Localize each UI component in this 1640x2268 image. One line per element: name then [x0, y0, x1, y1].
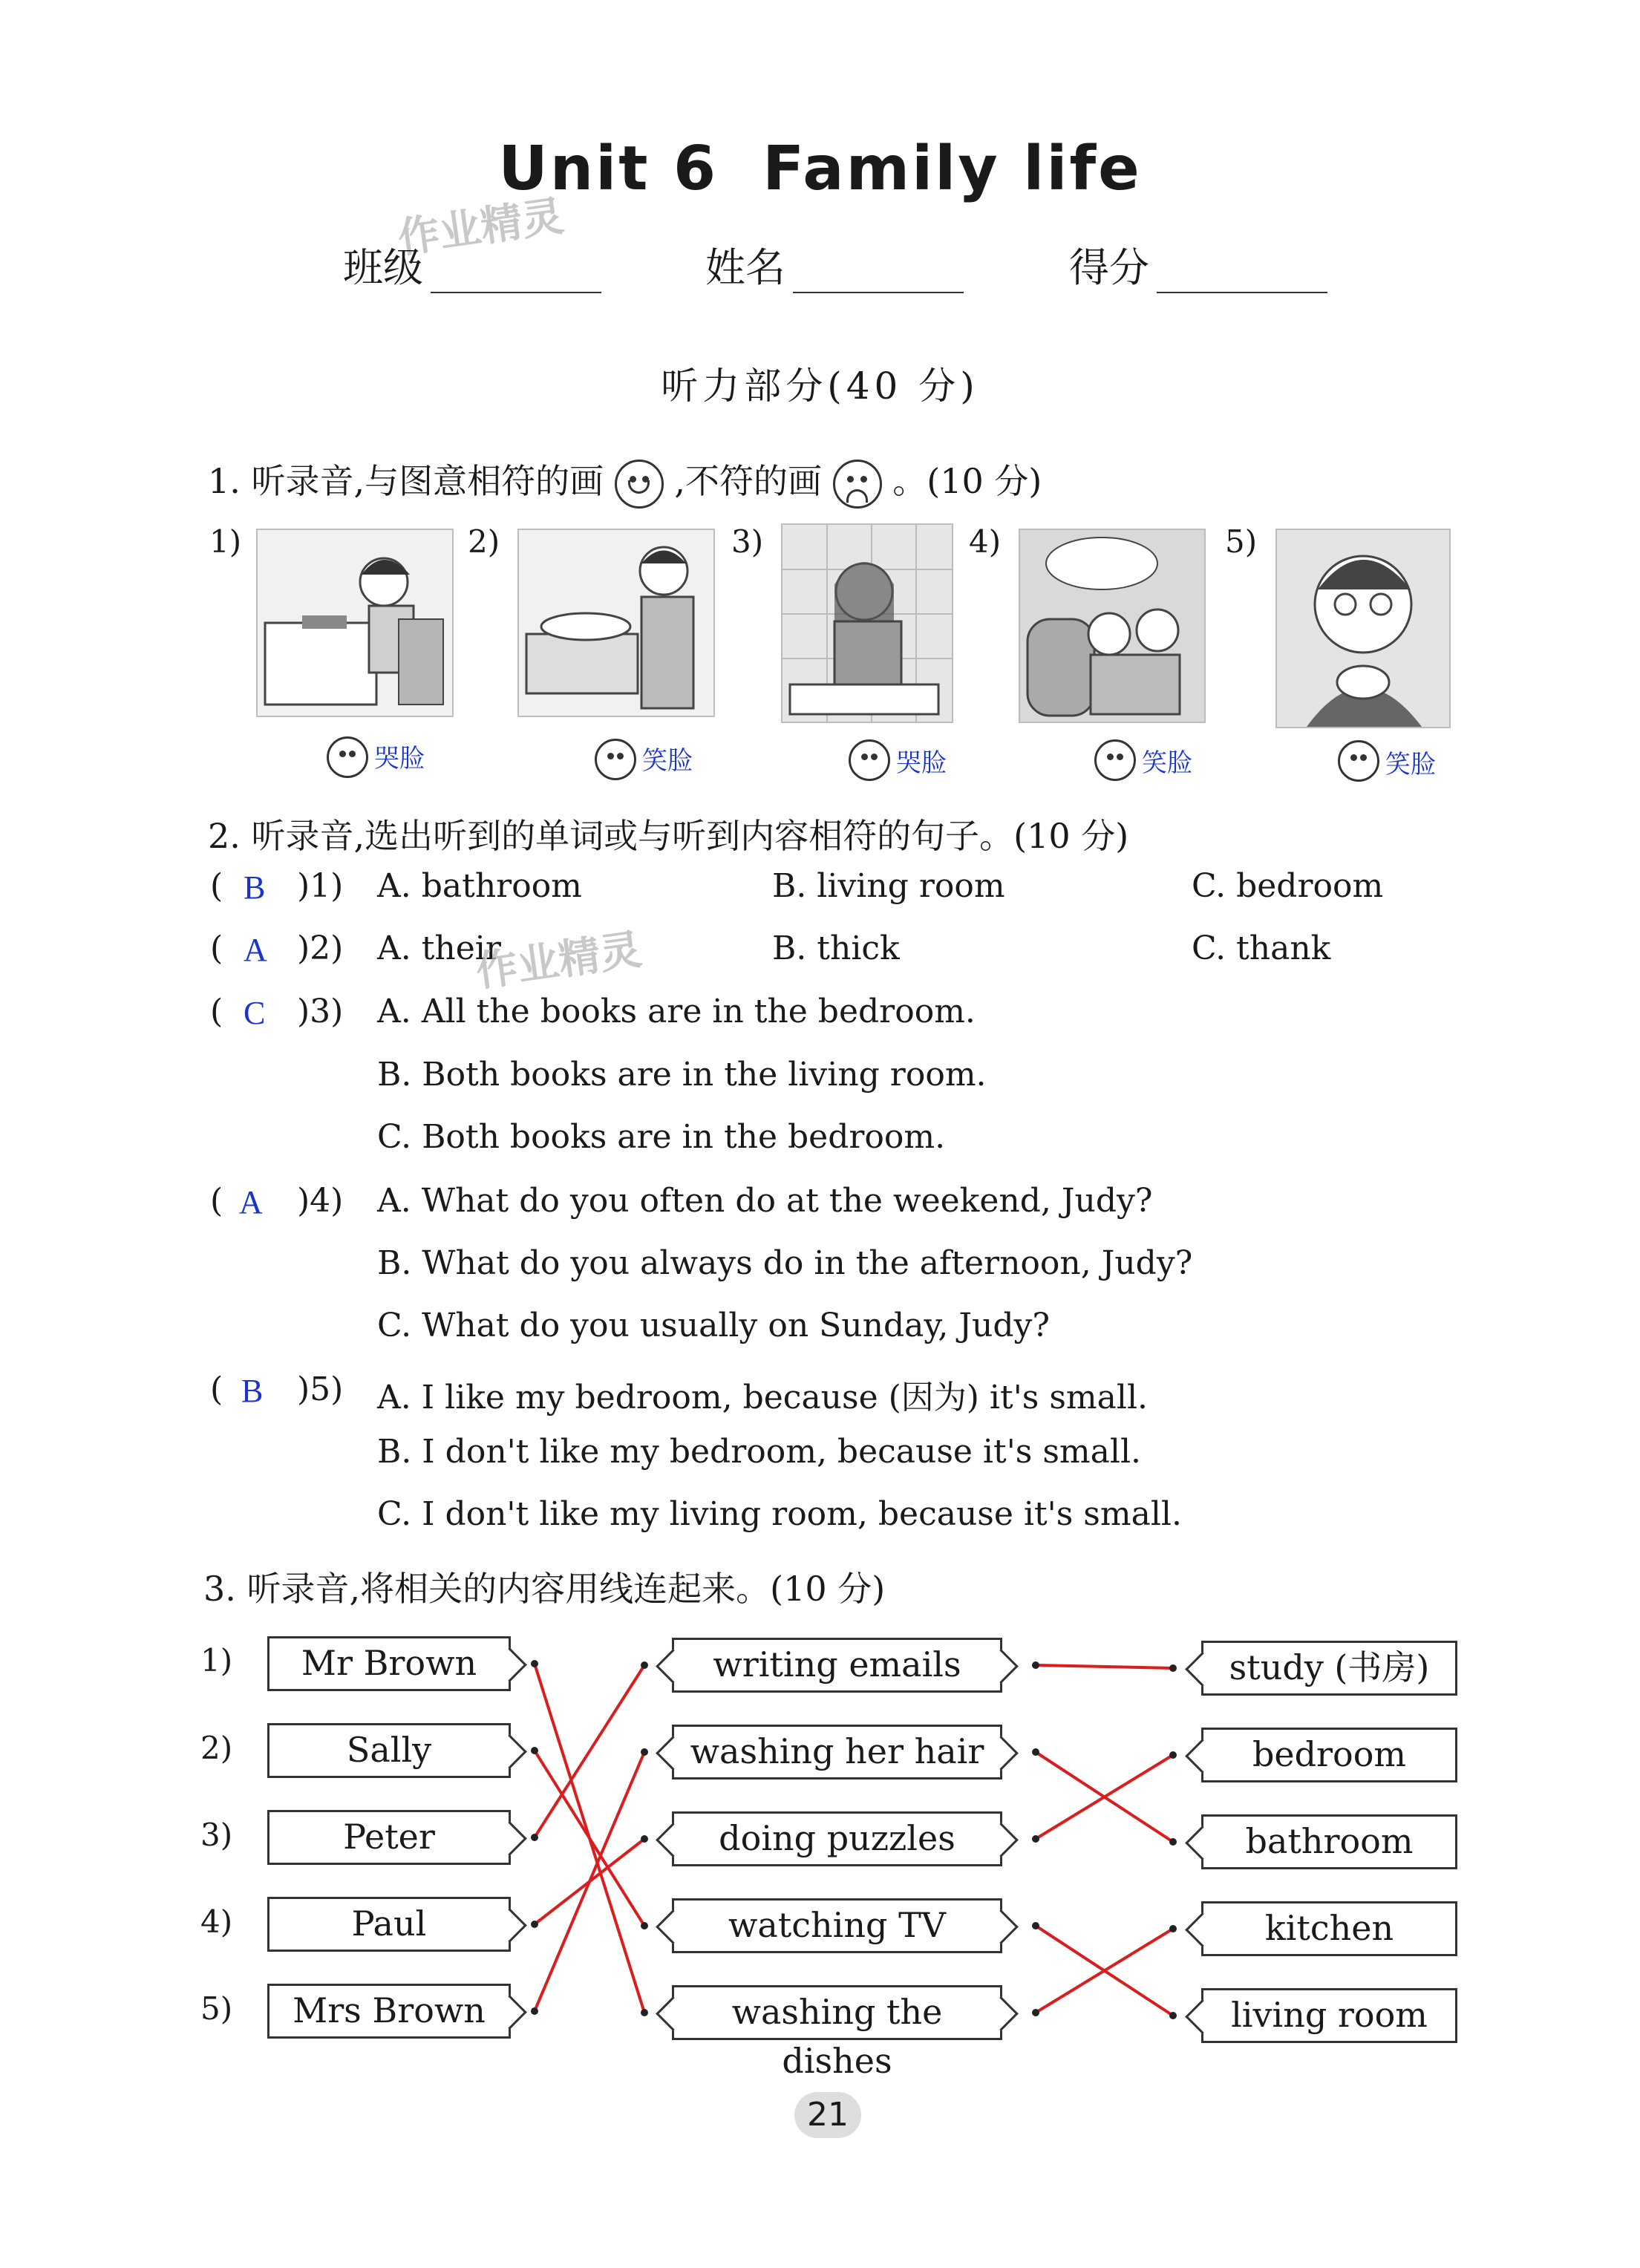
- q2-option-2a: A. their: [377, 929, 501, 967]
- section-title: 听力部分(40 分): [661, 365, 979, 408]
- q2-option-3a: A. All the books are in the bedroom.: [377, 993, 976, 1030]
- q2-answer-5[interactable]: B: [241, 1373, 264, 1409]
- person-box-paul[interactable]: Paul: [267, 1897, 511, 1952]
- unit-name: Family life: [762, 134, 1142, 204]
- activity-box-washing-dishes[interactable]: washing the dishes: [672, 1985, 1002, 2040]
- q2-option-3c: C. Both books are in the bedroom.: [377, 1118, 946, 1156]
- q2-answer-2[interactable]: A: [244, 932, 267, 968]
- room-box-bedroom[interactable]: bedroom: [1201, 1728, 1457, 1782]
- answer-label-4: 笑脸: [1142, 748, 1192, 778]
- answer-label-2: 笑脸: [642, 746, 693, 776]
- q1-prompt: 1. 听录音,与图意相符的画 ,不符的画 。(10 分): [208, 454, 1042, 503]
- q2-option-1b: B. living room: [772, 867, 1005, 905]
- person-box-mr-brown[interactable]: Mr Brown: [267, 1636, 511, 1691]
- q2-answer-3[interactable]: C: [244, 995, 266, 1031]
- watermark: 作业精灵: [395, 192, 567, 264]
- match-line-writing-emails-study: [1036, 1665, 1173, 1668]
- q2-option-4c: C. What do you usually on Sunday, Judy?: [377, 1307, 1050, 1344]
- q3-num-1: 1): [200, 1642, 233, 1679]
- room-box-living-room[interactable]: living room: [1201, 1988, 1457, 2043]
- answer-label-1: 哭脸: [374, 744, 425, 774]
- name-field[interactable]: 姓名: [705, 236, 964, 293]
- q2-option-1a: A. bathroom: [377, 867, 582, 905]
- q2-num-5: )5): [297, 1370, 344, 1408]
- q2-answer-1[interactable]: B: [244, 869, 266, 906]
- q2-num-1: )1): [297, 867, 344, 905]
- answer-label-5: 笑脸: [1385, 750, 1436, 780]
- q3-prompt: 3. 听录音,将相关的内容用线连起来。(10 分): [203, 1569, 886, 1609]
- watermark-2: 作业精灵: [473, 925, 645, 997]
- activity-box-doing-puzzles[interactable]: doing puzzles: [672, 1811, 1002, 1866]
- match-line-doing-puzzles-bedroom: [1036, 1755, 1173, 1839]
- q2-num-3: )3): [297, 993, 344, 1030]
- activity-box-watching-tv[interactable]: watching TV: [672, 1898, 1002, 1953]
- q2-answer-4[interactable]: A: [239, 1184, 263, 1220]
- q2-option-4a: A. What do you often do at the weekend, Judy?: [377, 1182, 1153, 1220]
- match-line-mrs-brown-washing-hair: [535, 1752, 644, 2011]
- q3-num-3: 3): [200, 1817, 233, 1853]
- q3-num-5: 5): [200, 1990, 233, 2027]
- q2-option-5a: A. I like my bedroom, because (因为) it's small.: [377, 1379, 1149, 1416]
- q2-option-2c: C. thank: [1192, 929, 1331, 967]
- q1-num-5: 5): [1225, 523, 1258, 560]
- answer-label-3: 哭脸: [896, 748, 947, 778]
- match-line-sally-watching-tv: [535, 1751, 644, 1926]
- q3-num-4: 4): [200, 1903, 233, 1940]
- q2-option-5b: B. I don't like my bedroom, because it's small.: [377, 1433, 1142, 1471]
- q2-paren-3: (: [210, 993, 223, 1030]
- page-number: 21: [794, 2092, 861, 2138]
- q2-prompt: 2. 听录音,选出听到的单词或与听到内容相符的句子。(10 分): [208, 816, 1129, 856]
- room-box-kitchen[interactable]: kitchen: [1201, 1901, 1457, 1956]
- q1-num-3: 3): [731, 523, 764, 560]
- activity-box-writing-emails[interactable]: writing emails: [672, 1638, 1002, 1693]
- q2-option-4b: B. What do you always do in the afternoon, Judy?: [377, 1244, 1193, 1282]
- q2-num-2: )2): [297, 929, 344, 967]
- person-box-mrs-brown[interactable]: Mrs Brown: [267, 1984, 511, 2039]
- person-box-sally[interactable]: Sally: [267, 1723, 511, 1778]
- q2-paren-5: (: [210, 1370, 223, 1408]
- q2-num-4: )4): [297, 1182, 344, 1220]
- q2-paren-2: (: [210, 929, 223, 967]
- q2-option-1c: C. bedroom: [1192, 867, 1384, 905]
- q2-paren-4: (: [210, 1182, 223, 1220]
- q2-paren-1: (: [210, 867, 223, 905]
- activity-box-washing-hair[interactable]: washing her hair: [672, 1725, 1002, 1780]
- q1-num-1: 1): [209, 523, 242, 560]
- class-field[interactable]: 班级: [343, 236, 601, 293]
- q3-num-2: 2): [200, 1730, 233, 1766]
- q2-option-2b: B. thick: [772, 929, 900, 967]
- q2-option-5c: C. I don't like my living room, because it's small.: [377, 1495, 1182, 1533]
- person-box-peter[interactable]: Peter: [267, 1810, 511, 1865]
- score-field[interactable]: 得分: [1069, 236, 1327, 293]
- q1-num-2: 2): [468, 523, 500, 560]
- room-box-study[interactable]: study (书房): [1201, 1641, 1457, 1696]
- match-line-peter-writing-emails: [535, 1665, 644, 1837]
- unit-number: Unit 6: [498, 134, 719, 204]
- room-box-bathroom[interactable]: bathroom: [1201, 1814, 1457, 1869]
- q1-num-4: 4): [969, 523, 1002, 560]
- q2-option-3b: B. Both books are in the living room.: [377, 1056, 987, 1094]
- match-line-washing-dishes-kitchen: [1036, 1929, 1173, 2013]
